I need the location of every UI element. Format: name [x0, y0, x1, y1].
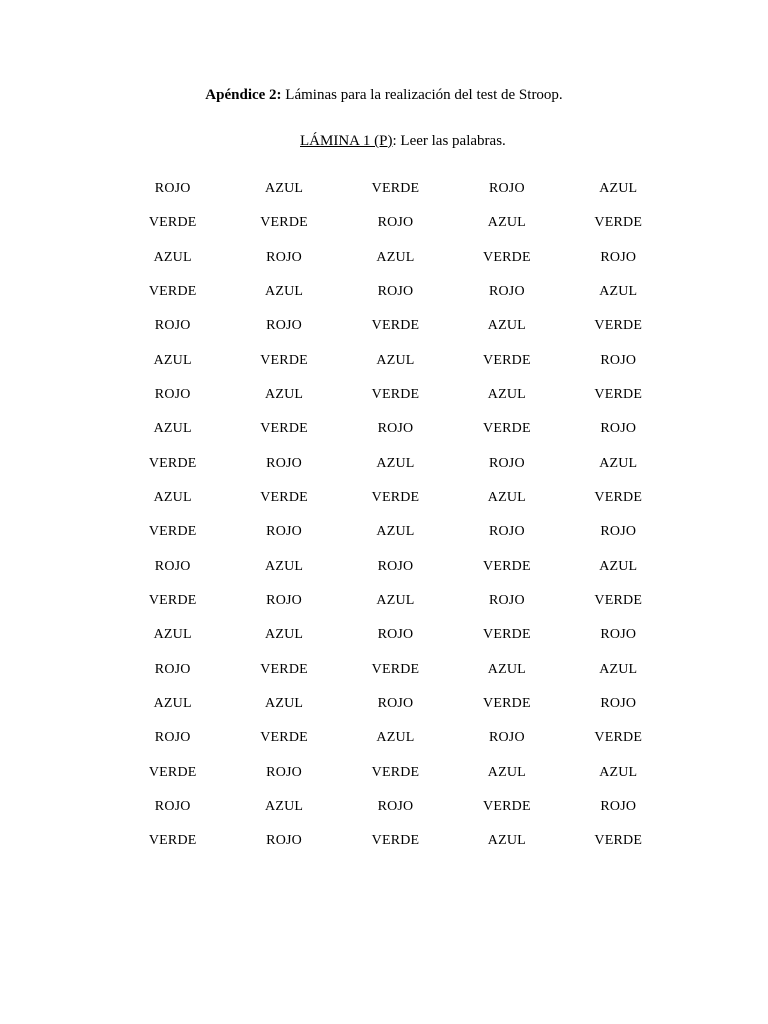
word-cell: VERDE — [148, 455, 197, 471]
stroop-word-grid — [117, 172, 674, 859]
word-cell: VERDE — [594, 387, 643, 403]
word-cell: VERDE — [260, 490, 308, 506]
word-cell: AZUL — [153, 490, 192, 506]
word-cell: AZUL — [376, 730, 415, 746]
word-cell: VERDE — [148, 524, 197, 540]
word-cell: ROJO — [154, 318, 191, 334]
word-cell: AZUL — [487, 318, 526, 334]
word-cell: AZUL — [599, 764, 638, 780]
grid-row — [117, 241, 674, 275]
word-cell: ROJO — [266, 764, 302, 780]
word-cell: AZUL — [599, 181, 638, 197]
word-cell: ROJO — [600, 696, 637, 712]
word-cell: AZUL — [153, 421, 192, 437]
grid-row — [117, 790, 674, 824]
word-cell: VERDE — [483, 696, 531, 712]
grid-row — [117, 378, 674, 412]
word-cell: AZUL — [376, 524, 415, 540]
word-cell: ROJO — [488, 284, 525, 300]
word-cell: AZUL — [376, 455, 415, 471]
grid-row — [117, 653, 674, 687]
word-cell: ROJO — [488, 730, 525, 746]
word-cell: VERDE — [148, 833, 197, 849]
word-cell: ROJO — [154, 730, 191, 746]
word-cell: VERDE — [371, 387, 420, 403]
word-cell: ROJO — [266, 455, 302, 471]
word-cell: ROJO — [377, 215, 414, 231]
word-cell: VERDE — [371, 833, 420, 849]
word-cell: VERDE — [483, 352, 531, 368]
grid-row — [117, 275, 674, 309]
word-cell: AZUL — [599, 455, 638, 471]
word-cell: ROJO — [154, 799, 191, 815]
word-cell: ROJO — [266, 524, 302, 540]
word-cell: VERDE — [594, 833, 643, 849]
word-cell: ROJO — [377, 558, 414, 574]
word-cell: VERDE — [260, 730, 308, 746]
word-cell: VERDE — [148, 215, 197, 231]
word-cell: ROJO — [600, 799, 637, 815]
word-cell: AZUL — [265, 558, 304, 574]
grid-row — [117, 618, 674, 652]
word-cell: VERDE — [483, 799, 531, 815]
word-cell: AZUL — [487, 764, 526, 780]
word-cell: VERDE — [594, 215, 643, 231]
word-cell: ROJO — [600, 352, 637, 368]
word-cell: ROJO — [377, 799, 414, 815]
word-cell: VERDE — [260, 352, 308, 368]
word-cell: AZUL — [487, 833, 526, 849]
word-cell: VERDE — [371, 318, 420, 334]
word-cell: AZUL — [153, 352, 192, 368]
word-cell: VERDE — [148, 764, 197, 780]
word-cell: ROJO — [600, 421, 637, 437]
grid-row — [117, 824, 674, 858]
grid-row — [117, 515, 674, 549]
grid-row — [117, 447, 674, 481]
word-cell: ROJO — [488, 181, 525, 197]
word-cell: AZUL — [599, 661, 638, 677]
grid-row — [117, 584, 674, 618]
word-cell: ROJO — [377, 627, 414, 643]
appendix-description: Láminas para la realización del test de Stroop. — [281, 87, 563, 103]
word-cell: AZUL — [487, 661, 526, 677]
word-cell: VERDE — [483, 249, 531, 265]
word-cell: AZUL — [487, 387, 526, 403]
word-cell: ROJO — [488, 524, 525, 540]
word-cell: AZUL — [265, 387, 304, 403]
word-cell: AZUL — [153, 249, 192, 265]
word-cell: AZUL — [265, 284, 304, 300]
word-cell: VERDE — [371, 661, 420, 677]
word-cell: VERDE — [483, 558, 531, 574]
word-cell: VERDE — [483, 421, 531, 437]
word-cell: VERDE — [260, 215, 308, 231]
grid-row — [117, 481, 674, 515]
word-cell: ROJO — [488, 455, 525, 471]
word-cell: ROJO — [600, 249, 637, 265]
word-cell: ROJO — [154, 558, 191, 574]
word-cell: AZUL — [376, 352, 415, 368]
word-cell: VERDE — [148, 593, 197, 609]
word-cell: ROJO — [600, 627, 637, 643]
word-cell: ROJO — [266, 593, 302, 609]
word-cell: ROJO — [266, 318, 302, 334]
grid-row — [117, 206, 674, 240]
word-cell: ROJO — [600, 524, 637, 540]
word-cell: ROJO — [377, 696, 414, 712]
word-cell: VERDE — [260, 661, 308, 677]
word-cell: AZUL — [487, 490, 526, 506]
appendix-label: Apéndice 2: — [205, 87, 282, 103]
word-cell: VERDE — [594, 490, 643, 506]
word-cell: ROJO — [266, 249, 302, 265]
word-cell: VERDE — [260, 421, 308, 437]
sheet-instruction: : Leer las palabras. — [392, 133, 506, 149]
grid-row — [117, 550, 674, 584]
appendix-title — [0, 85, 768, 105]
grid-row — [117, 687, 674, 721]
word-cell: ROJO — [154, 181, 191, 197]
grid-row — [117, 756, 674, 790]
word-cell: VERDE — [483, 627, 531, 643]
word-cell: AZUL — [265, 627, 304, 643]
grid-row — [117, 721, 674, 755]
word-cell: AZUL — [376, 593, 415, 609]
grid-row — [117, 309, 674, 343]
word-cell: VERDE — [371, 490, 420, 506]
word-cell: VERDE — [148, 284, 197, 300]
word-cell: AZUL — [487, 215, 526, 231]
word-cell: ROJO — [266, 833, 302, 849]
word-cell: AZUL — [265, 181, 304, 197]
grid-row — [117, 344, 674, 378]
word-cell: AZUL — [599, 558, 638, 574]
word-cell: AZUL — [265, 696, 304, 712]
word-cell: VERDE — [371, 181, 420, 197]
word-cell: VERDE — [594, 730, 643, 746]
word-cell: VERDE — [594, 593, 643, 609]
word-cell: ROJO — [154, 661, 191, 677]
word-cell: AZUL — [376, 249, 415, 265]
word-cell: AZUL — [153, 627, 192, 643]
word-cell: VERDE — [594, 318, 643, 334]
word-cell: ROJO — [377, 421, 414, 437]
word-cell: AZUL — [153, 696, 192, 712]
sheet-title — [300, 131, 506, 151]
grid-row — [117, 412, 674, 446]
word-cell: VERDE — [371, 764, 420, 780]
word-cell: ROJO — [154, 387, 191, 403]
grid-row — [117, 172, 674, 206]
word-cell: ROJO — [377, 284, 414, 300]
word-cell: ROJO — [488, 593, 525, 609]
word-cell: AZUL — [265, 799, 304, 815]
word-cell: AZUL — [599, 284, 638, 300]
sheet-label: LÁMINA 1 (P) — [300, 133, 393, 149]
